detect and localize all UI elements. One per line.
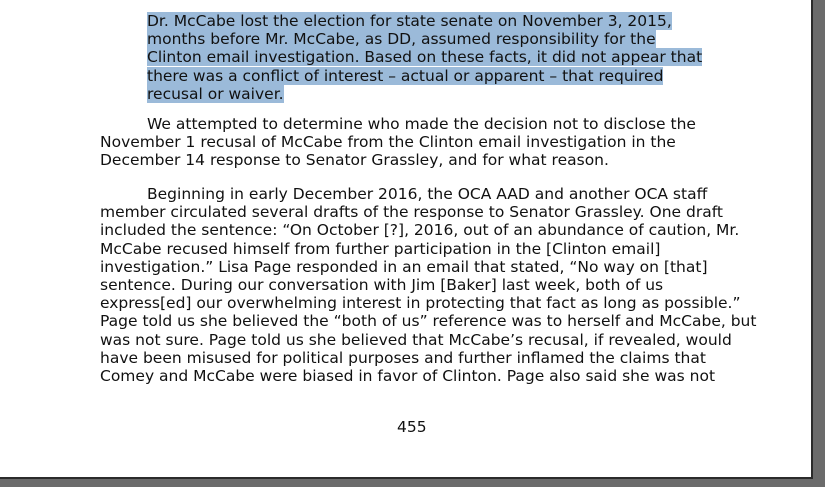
paragraph-line[interactable]: Comey and McCabe were biased in favor of Clinton. Page also said she was not (100, 366, 716, 385)
paragraph-line[interactable]: Page told us she believed the “both of us” reference was to herself and McCabe, but (100, 312, 757, 331)
paragraph-line[interactable]: December 14 response to Senator Grassley, and for what reason. (100, 151, 609, 170)
highlighted-text[interactable]: Clinton email investigation. Based on these facts, it did not appear that (147, 48, 703, 67)
paragraph-line (147, 30, 707, 48)
paragraph-disclosure-decision[interactable] (100, 115, 740, 170)
paragraph-line[interactable]: express[ed] our overwhelming interest in protecting that fact as long as possible.” (100, 294, 741, 313)
highlighted-text[interactable]: Dr. McCabe lost the election for state senate on November 3, 2015, (147, 12, 672, 30)
paragraph-line[interactable]: McCabe recused himself from further participation in the [Clinton email] (100, 239, 661, 258)
paragraph-line[interactable]: was not sure. Page told us she believed that McCabe’s recusal, if revealed, would (100, 330, 732, 349)
paragraph-grassley-drafts[interactable] (100, 185, 757, 385)
paragraph-line[interactable]: investigation.” Lisa Page responded in an email that stated, “No way on [that] (100, 257, 708, 276)
paragraph-line (147, 85, 707, 103)
paragraph-line[interactable]: member circulated several drafts of the response to Senator Grassley. One draft (100, 203, 723, 222)
highlighted-text[interactable]: there was a conflict of interest – actual or apparent – that required (147, 66, 664, 85)
paragraph-line[interactable]: sentence. During our conversation with Jim [Baker] last week, both of us (100, 275, 664, 294)
paragraph-line (147, 48, 707, 66)
highlighted-paragraph[interactable] (147, 12, 707, 103)
paragraph-line[interactable]: included the sentence: “On October [?], 2016, out of an abundance of caution, Mr. (100, 221, 740, 240)
highlighted-text[interactable]: months before Mr. McCabe, as DD, assumed responsibility for the (147, 30, 656, 49)
paragraph-line[interactable]: Beginning in early December 2016, the OCA AAD and another OCA staff (147, 185, 708, 203)
paragraph-line (147, 12, 707, 30)
paragraph-line[interactable]: We attempted to determine who made the decision not to disclose the (147, 115, 696, 133)
page-number: 455 (397, 418, 427, 436)
paragraph-line[interactable]: November 1 recusal of McCabe from the Clinton email investigation in the (100, 133, 676, 152)
highlighted-text[interactable]: recusal or waiver. (147, 84, 284, 103)
paragraph-line[interactable]: have been misused for political purposes and further inflamed the claims that (100, 348, 706, 367)
paragraph-line (147, 67, 707, 85)
